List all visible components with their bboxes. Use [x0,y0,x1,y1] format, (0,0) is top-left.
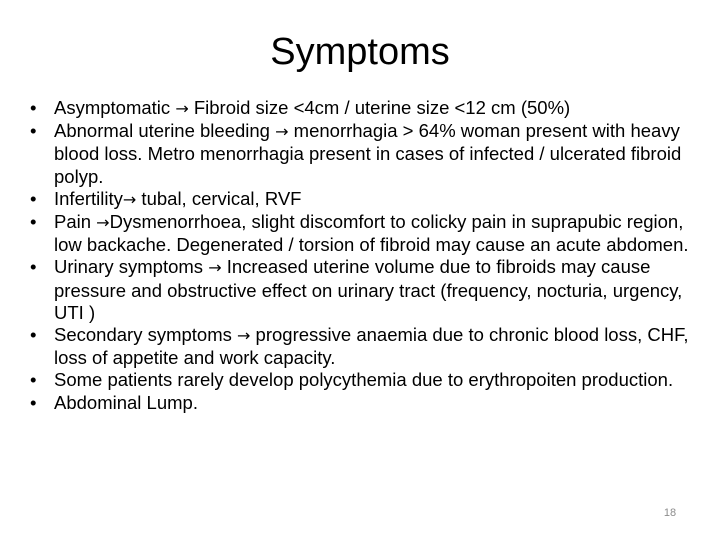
page-number: 18 [663,507,677,519]
bullet-text: tubal, cervical, RVF [136,187,302,209]
arrow-right-icon: → [122,189,137,209]
bullet-lead: Secondary symptoms [54,324,238,346]
bullet-icon: • [30,97,37,118]
arrow-right-icon: → [275,122,289,142]
bullet-icon: • [30,256,37,278]
bullet-icon: • [30,369,37,391]
bullet-icon: • [30,187,37,209]
bullet-lead: Urinary symptoms [54,256,209,278]
bullet-item [30,211,710,256]
bullet-icon: • [30,211,37,233]
bullet-lead: Abnormal uterine bleeding [54,120,276,142]
bullet-item [30,97,710,120]
arrow-right-icon: → [175,99,189,118]
arrow-right-icon: → [208,258,222,278]
bullet-icon: • [30,120,37,142]
bullet-icon: • [30,324,37,346]
bullet-text: Increased uterine volume due to fibroids may cause pressure and obstructive effect on urinary tract (frequency, nocturia, urgency, UTI ) [54,256,683,323]
arrow-right-icon: → [96,213,110,233]
bullet-lead: Infertility [54,187,123,209]
bullet-item [30,324,710,369]
bullet-text: menorrhagia > 64% woman present with heavy blood loss. Metro menorrhagia present in cases of infected / ulcerated fibroid polyp. [54,120,682,187]
bullet-lead: Pain [54,211,97,233]
bullet-lead: Asymptomatic [54,97,176,118]
bullet-text: Dysmenorrhoea, slight discomfort to colicky pain in suprapubic region, low backache. Degenerated / torsion of fibroid may cause an acute abdomen. [54,211,689,256]
bullet-item [30,256,710,324]
bullet-text: Fibroid size <4cm / uterine size <12 cm (50%) [188,97,571,118]
arrow-right-icon: → [237,326,251,346]
bullet-lead: Some patients rarely develop polycythemia due to erythropoiten production. [54,369,674,391]
slide-title: Symptoms [270,31,450,73]
bullet-icon: • [30,391,37,413]
bullet-list [30,97,710,414]
bullet-item [30,392,710,414]
bullet-item [30,369,710,391]
bullet-item [30,188,710,211]
bullet-item [30,120,710,188]
bullet-text: progressive anaemia due to chronic blood loss, CHF, loss of appetite and work capacity. [54,324,689,369]
bullet-lead: Abdominal Lump. [54,391,198,413]
